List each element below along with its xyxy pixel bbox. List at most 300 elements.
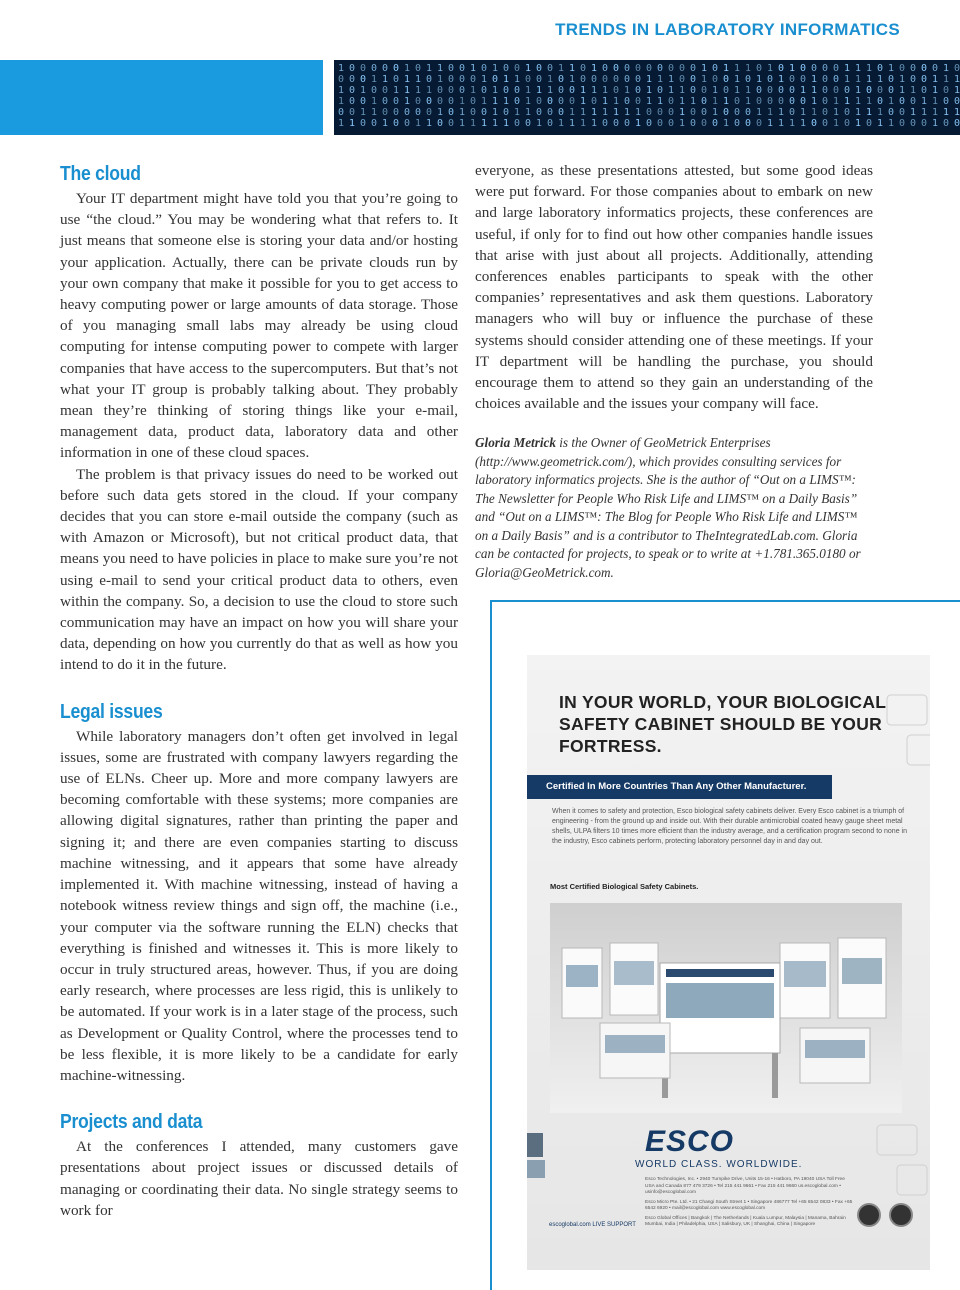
- binary-digit: 1: [811, 107, 818, 118]
- binary-digit: 0: [624, 74, 631, 85]
- binary-digit: 0: [635, 63, 642, 74]
- binary-digit: 1: [580, 107, 587, 118]
- global-offices: Esco Global Offices | Bangkok | The Netherlands | Kuala Lumpur, Malaysia | Manama, Bahrain Mumbai, India | Philadelphia, USA | Salisbury, UK | Shanghai, China | Singapore: [645, 1215, 846, 1227]
- paragraph-continued: everyone, as these presentations attested, but some good ideas were put forward. For those companies about to embark on new and large laboratory informatics projects, these conferences are useful, if only for to find out how other companies handle issues that arise with just about all projects. Additionally, attending conferences enables participants to speak with the other companies’ representatives and ask them questions. Laboratory managers who will buy or influence the purchase of these systems should consider attending one of these meetings. If your IT department will be handling the purchase, you should encourage them to attend so they gain an understanding of the choices available and the issues your company will face.: [475, 162, 873, 413]
- binary-digit: 1: [767, 107, 774, 118]
- binary-digit: 1: [338, 63, 345, 74]
- binary-digit: 1: [536, 118, 543, 129]
- binary-digit: 0: [492, 74, 499, 85]
- binary-digit: 1: [866, 96, 873, 107]
- binary-digit: 0: [844, 118, 851, 129]
- binary-digit: 0: [668, 107, 675, 118]
- binary-digit: 0: [624, 96, 631, 107]
- binary-digit: 1: [679, 107, 686, 118]
- binary-digit: 1: [635, 118, 642, 129]
- binary-digit: 0: [701, 96, 708, 107]
- binary-digit: 0: [943, 118, 950, 129]
- binary-digit: 0: [360, 118, 367, 129]
- binary-digit: 0: [569, 96, 576, 107]
- binary-digit: 0: [602, 63, 609, 74]
- binary-digit: 0: [470, 107, 477, 118]
- binary-digit: 0: [547, 96, 554, 107]
- binary-digit: 0: [646, 118, 653, 129]
- binary-digit: 0: [613, 63, 620, 74]
- binary-digit: 1: [591, 63, 598, 74]
- binary-digit: 0: [481, 107, 488, 118]
- binary-code-banner: [334, 60, 960, 135]
- binary-digit: 1: [657, 74, 664, 85]
- binary-digit: 1: [492, 96, 499, 107]
- binary-digit: 0: [349, 107, 356, 118]
- binary-digit: 0: [448, 74, 455, 85]
- binary-digit: 1: [877, 74, 884, 85]
- binary-digit: 0: [426, 74, 433, 85]
- binary-digit: 0: [371, 85, 378, 96]
- binary-digit: 0: [789, 107, 796, 118]
- binary-digit: 1: [646, 96, 653, 107]
- binary-digit: 1: [536, 85, 543, 96]
- binary-digit: 1: [800, 85, 807, 96]
- binary-digit: 0: [415, 63, 422, 74]
- binary-digit: 0: [822, 96, 829, 107]
- binary-digit: 1: [910, 85, 917, 96]
- binary-digit: 1: [756, 74, 763, 85]
- binary-digit: 0: [437, 85, 444, 96]
- binary-digit: 0: [613, 118, 620, 129]
- binary-digit: 0: [756, 96, 763, 107]
- binary-digit: 1: [503, 96, 510, 107]
- binary-digit: 0: [822, 118, 829, 129]
- binary-digit: 0: [679, 63, 686, 74]
- binary-digit: 1: [481, 118, 488, 129]
- binary-digit: 0: [558, 107, 565, 118]
- binary-digit: 1: [921, 107, 928, 118]
- binary-digit: 0: [745, 118, 752, 129]
- binary-digit: 1: [426, 85, 433, 96]
- binary-digit: 0: [954, 118, 960, 129]
- binary-digit: 1: [855, 74, 862, 85]
- binary-digit: 1: [404, 96, 411, 107]
- binary-digit: 0: [668, 118, 675, 129]
- binary-digit: 1: [712, 107, 719, 118]
- binary-digit: 0: [393, 118, 400, 129]
- binary-digit: 0: [657, 107, 664, 118]
- binary-digit: 1: [646, 85, 653, 96]
- address-sg: Esco Micro Pte. Ltd. • 21 Changi South Street 1 • Singapore 486777 Tel +65 6542 0833 • Fax +65 6542 6920 • mail@escoglobal.com www.escoglobal.com: [645, 1199, 853, 1211]
- binary-digit: 0: [844, 107, 851, 118]
- right-column: [475, 160, 873, 582]
- binary-digit: 0: [349, 96, 356, 107]
- binary-digit: 1: [657, 96, 664, 107]
- binary-digit: 0: [646, 107, 653, 118]
- binary-digit: 0: [767, 85, 774, 96]
- binary-digit: 1: [415, 74, 422, 85]
- binary-digit: 0: [712, 74, 719, 85]
- binary-digit: 0: [789, 74, 796, 85]
- binary-digit: 0: [547, 63, 554, 74]
- binary-digit: 0: [701, 107, 708, 118]
- address-us: Esco Technologies, Inc. • 2940 Turnpike Drive, Units 15-16 • Hatboro, PA 19040 USA Toll Free USA and Canada 877 479 3726 • Tel 215 441 9661 • Fax 215 441 9660 us.escoglobal.com • usinfo@escoglobal.com: [645, 1177, 845, 1195]
- binary-digit: 0: [888, 85, 895, 96]
- binary-digit: 0: [899, 63, 906, 74]
- binary-digit: 1: [668, 74, 675, 85]
- binary-digit: 0: [635, 74, 642, 85]
- certification-seal-icon: [857, 1203, 881, 1227]
- binary-digit: 0: [734, 96, 741, 107]
- binary-digit: 1: [701, 74, 708, 85]
- binary-digit: 1: [844, 96, 851, 107]
- binary-digit: 0: [646, 63, 653, 74]
- binary-digit: 0: [877, 63, 884, 74]
- binary-digit: 0: [690, 85, 697, 96]
- binary-digit: 0: [437, 96, 444, 107]
- header-color-band: [0, 60, 323, 135]
- ad-body-text: When it comes to safety and protection, Esco biological safety cabinets deliver. Every Esco cabinet is a triumph of engineering - from the ground up and inside out. With their durable antimicrobial coated heavy gauge sheet metal shells, ULPA filters 10 times more efficient than the industry average, and a certification program second to none in the industry, Esco cabinets perform, protecting laboratory personnel day in and day out.: [552, 808, 907, 845]
- binary-digit: 0: [393, 96, 400, 107]
- binary-digit: 1: [437, 63, 444, 74]
- binary-digit: 0: [690, 74, 697, 85]
- binary-digit: 0: [371, 118, 378, 129]
- binary-digit: 1: [921, 96, 928, 107]
- author-bio: [475, 434, 873, 582]
- binary-digit: 1: [844, 74, 851, 85]
- binary-digit: 1: [492, 118, 499, 129]
- binary-digit: 0: [943, 96, 950, 107]
- binary-digit: 1: [690, 96, 697, 107]
- binary-digit: 1: [767, 63, 774, 74]
- binary-digit: 0: [613, 85, 620, 96]
- binary-digit: 1: [569, 107, 576, 118]
- binary-digit: 0: [734, 107, 741, 118]
- binary-digit: 0: [349, 74, 356, 85]
- binary-digit: 1: [470, 118, 477, 129]
- binary-digit: 1: [602, 107, 609, 118]
- binary-digit: 1: [866, 107, 873, 118]
- binary-digit: 0: [558, 85, 565, 96]
- binary-digit: 1: [558, 63, 565, 74]
- binary-digit: 1: [624, 85, 631, 96]
- binary-digit: 0: [679, 74, 686, 85]
- binary-digit: 1: [404, 63, 411, 74]
- binary-digit: 0: [888, 74, 895, 85]
- binary-digit: 1: [360, 107, 367, 118]
- binary-digit: 0: [800, 63, 807, 74]
- binary-digit: 1: [899, 85, 906, 96]
- binary-digit: 0: [723, 107, 730, 118]
- binary-digit: 0: [833, 74, 840, 85]
- binary-digit: 0: [393, 63, 400, 74]
- binary-digit: 1: [569, 74, 576, 85]
- binary-digit: 0: [921, 74, 928, 85]
- binary-digit: 0: [833, 85, 840, 96]
- binary-digit: 1: [833, 107, 840, 118]
- paragraph: At the conferences I attended, many customers gave presentations about project issues or discussed details of managing or coordinating their data. No single strategy seems to work for: [60, 1138, 458, 1219]
- binary-digit: 1: [932, 96, 939, 107]
- binary-digit: 0: [767, 74, 774, 85]
- binary-digit: 1: [459, 107, 466, 118]
- binary-digit: 0: [580, 63, 587, 74]
- binary-digit: 0: [503, 85, 510, 96]
- binary-digit: 0: [580, 74, 587, 85]
- binary-digit: 0: [910, 74, 917, 85]
- section-heading-cloud: The cloud: [60, 163, 141, 185]
- binary-digit: 1: [514, 107, 521, 118]
- certification-badges: [857, 1203, 921, 1232]
- binary-digit: 1: [558, 118, 565, 129]
- binary-digit: 0: [635, 85, 642, 96]
- binary-digit: 0: [514, 85, 521, 96]
- binary-digit: 0: [382, 96, 389, 107]
- binary-digit: 0: [591, 96, 598, 107]
- binary-digit: 0: [789, 96, 796, 107]
- binary-digit: 1: [338, 96, 345, 107]
- certification-seal-icon: [889, 1203, 913, 1227]
- binary-digit: 1: [470, 85, 477, 96]
- binary-digit: 0: [866, 85, 873, 96]
- binary-digit: 0: [503, 63, 510, 74]
- binary-digit: 1: [569, 118, 576, 129]
- binary-digit: 1: [910, 107, 917, 118]
- binary-digit: 1: [437, 74, 444, 85]
- binary-digit: 0: [767, 96, 774, 107]
- binary-digit: 0: [448, 118, 455, 129]
- binary-digit: 0: [866, 118, 873, 129]
- binary-digit: 0: [701, 118, 708, 129]
- binary-digit: 0: [514, 96, 521, 107]
- binary-digit: 1: [701, 63, 708, 74]
- binary-digit: 0: [481, 63, 488, 74]
- binary-digit: 1: [954, 74, 960, 85]
- binary-digit: 0: [426, 96, 433, 107]
- binary-digit: 1: [580, 118, 587, 129]
- binary-digit: 0: [954, 96, 960, 107]
- binary-digit: 0: [448, 96, 455, 107]
- binary-digit: 0: [349, 85, 356, 96]
- binary-digit: 1: [492, 85, 499, 96]
- binary-digit: 1: [712, 96, 719, 107]
- binary-digit: 0: [899, 107, 906, 118]
- binary-digit: 1: [844, 63, 851, 74]
- binary-digit: 0: [811, 63, 818, 74]
- binary-digit: 1: [569, 63, 576, 74]
- binary-digit: 1: [437, 107, 444, 118]
- binary-digit: 1: [756, 107, 763, 118]
- binary-digit: 0: [459, 85, 466, 96]
- binary-digit: 1: [514, 74, 521, 85]
- binary-digit: 1: [371, 107, 378, 118]
- binary-digit: 0: [459, 74, 466, 85]
- binary-digit: 0: [360, 63, 367, 74]
- binary-digit: 0: [734, 118, 741, 129]
- paragraph: While laboratory managers don’t often get involved in legal issues, some are frustrated with company lawyers regarding the use of ELNs. Cheer up. More and more company lawyers are becoming comfortable with these systems; more companies are allowing digital signatures, rather than printing the paper and signing it; and there are even companies starting to discuss machine witnessing, and it appears that some have already implemented it. With machine witnessing, instead of having a notebook witness review things and sign off, the machine (i.e., your computer via the software running the ELN) checks that everything is finished and witnesses it. This is more likely to occur in truly structured areas, however. Thus, if you are doing early research, where processes are less rigid, this is unlikely to be automated. If your work is in a later stage of the process, such as Development or Quality Control, where the processes tend to be less flexible, it is more likely to be a candidate for early machine-witnessing.: [60, 727, 458, 1084]
- binary-digit: 0: [943, 85, 950, 96]
- binary-digit: 1: [404, 74, 411, 85]
- binary-digit: 1: [723, 63, 730, 74]
- binary-digit: 0: [690, 107, 697, 118]
- binary-digit: 0: [668, 96, 675, 107]
- binary-digit: 1: [800, 118, 807, 129]
- binary-digit: 0: [635, 96, 642, 107]
- binary-digit: 1: [525, 107, 532, 118]
- binary-digit: 1: [503, 118, 510, 129]
- binary-digit: 0: [954, 63, 960, 74]
- binary-digit: 1: [789, 118, 796, 129]
- binary-digit: 1: [580, 85, 587, 96]
- binary-digit: 0: [624, 118, 631, 129]
- esco-logo: ESCO: [645, 1125, 735, 1158]
- paragraph: The problem is that privacy issues do need to be worked out before such data gets stored in the cloud. If your company decides that you can store e-mail outside the company (such as with Amazon or Microsoft), but not critical product data, that means you need to have policies in place to make sure you’re not using e-mail to send your critical product data to others, even within the company. So, a decision to use the cloud to store such communication may have an impact on how you will share your data, depending on how you currently do that as well as how you intend to do it in the future.: [60, 465, 458, 674]
- binary-digit: 0: [382, 107, 389, 118]
- author-bio-text: is the Owner of GeoMetrick Enterprises (http://www.geometrick.com/), which provides consulting services for laboratory informatics projects. She is the author of “Out on a LIMS™: The Newsletter for People Who Risk Life and LIMS™ on a Daily Basis” and “Out on a LIMS™: The Blog for People Who Risk Life and LIMS™ on a Daily Basis” and is a contributor to TheIntegratedLab.com. Gloria can be contacted for projects, to speak or to write at +1.781.365.0180 or Gloria@GeoMetrick.com.: [475, 435, 861, 580]
- binary-digit: 0: [459, 63, 466, 74]
- binary-digit: 0: [822, 107, 829, 118]
- binary-digit: 0: [701, 85, 708, 96]
- binary-digit: 1: [602, 96, 609, 107]
- binary-digit: 1: [492, 107, 499, 118]
- binary-digit: 1: [404, 85, 411, 96]
- binary-digit: 0: [899, 118, 906, 129]
- binary-digit: 1: [613, 107, 620, 118]
- binary-digit: 0: [712, 63, 719, 74]
- binary-digit: 0: [558, 74, 565, 85]
- binary-digit: 0: [910, 118, 917, 129]
- binary-digit: 1: [734, 74, 741, 85]
- binary-digit: 0: [745, 107, 752, 118]
- binary-digit: 1: [525, 63, 532, 74]
- binary-digit: 1: [547, 74, 554, 85]
- binary-digit: 0: [602, 74, 609, 85]
- binary-digit: 0: [415, 96, 422, 107]
- binary-digit: 1: [745, 63, 752, 74]
- binary-digit: 1: [646, 74, 653, 85]
- binary-digit: 1: [679, 118, 686, 129]
- binary-digit: 1: [415, 85, 422, 96]
- binary-digit: 0: [844, 85, 851, 96]
- binary-digit: 0: [921, 85, 928, 96]
- binary-digit: 1: [877, 118, 884, 129]
- binary-digit: 1: [481, 96, 488, 107]
- binary-digit: 1: [734, 85, 741, 96]
- binary-digit: 1: [591, 85, 598, 96]
- binary-digit: 0: [536, 63, 543, 74]
- binary-digit: 1: [866, 74, 873, 85]
- binary-digit: 0: [921, 118, 928, 129]
- binary-digit: 1: [723, 118, 730, 129]
- ad-headline: IN YOUR WORLD, YOUR BIOLOGICAL SAFETY CABINET SHOULD BE YOUR FORTRESS.: [559, 692, 886, 756]
- binary-digit: 0: [349, 63, 356, 74]
- binary-digit: 1: [547, 85, 554, 96]
- binary-digit: 0: [371, 63, 378, 74]
- binary-digit: 0: [470, 74, 477, 85]
- binary-digit: 1: [800, 107, 807, 118]
- binary-digit: 0: [877, 96, 884, 107]
- binary-digit: 1: [591, 118, 598, 129]
- binary-digit: 0: [932, 63, 939, 74]
- binary-digit: 0: [657, 118, 664, 129]
- binary-digit: 1: [789, 63, 796, 74]
- binary-digit: 1: [338, 118, 345, 129]
- binary-digit: 1: [943, 107, 950, 118]
- binary-digit: 0: [624, 63, 631, 74]
- binary-digit: 0: [756, 63, 763, 74]
- binary-digit: 0: [481, 85, 488, 96]
- binary-digit: 0: [382, 63, 389, 74]
- binary-digit: 1: [481, 74, 488, 85]
- binary-digit: 1: [833, 118, 840, 129]
- binary-digit: 0: [525, 118, 532, 129]
- binary-digit: 1: [712, 85, 719, 96]
- binary-digit: 0: [338, 107, 345, 118]
- binary-digit: 0: [393, 107, 400, 118]
- binary-digit: 1: [371, 96, 378, 107]
- binary-digit: 0: [921, 63, 928, 74]
- binary-digit: 0: [536, 74, 543, 85]
- section-heading-projects: Projects and data: [60, 1111, 203, 1134]
- binary-digit: 1: [679, 96, 686, 107]
- binary-digit: 0: [558, 96, 565, 107]
- binary-digit: 1: [811, 85, 818, 96]
- live-support-link[interactable]: escoglobal.com LIVE SUPPORT: [549, 1222, 636, 1228]
- binary-digit: 1: [503, 74, 510, 85]
- binary-digit: 1: [679, 85, 686, 96]
- ad-banner: Certified In More Countries Than Any Other Manufacturer.: [527, 775, 832, 799]
- binary-digit: 0: [800, 96, 807, 107]
- binary-digit: 0: [789, 85, 796, 96]
- binary-digit: 1: [459, 96, 466, 107]
- binary-digit: 1: [426, 63, 433, 74]
- binary-digit: 1: [723, 96, 730, 107]
- binary-digit: 1: [613, 96, 620, 107]
- binary-digit: 1: [745, 85, 752, 96]
- binary-digit: 0: [657, 85, 664, 96]
- author-name: Gloria Metrick: [475, 435, 556, 451]
- binary-digit: 1: [624, 107, 631, 118]
- binary-digit: 1: [492, 63, 499, 74]
- binary-digit: 1: [602, 85, 609, 96]
- binary-digit: 1: [778, 118, 785, 129]
- binary-digit: 0: [712, 118, 719, 129]
- binary-digit: 0: [448, 63, 455, 74]
- binary-digit: 0: [382, 85, 389, 96]
- binary-digit: 0: [448, 107, 455, 118]
- binary-digit: 0: [756, 118, 763, 129]
- binary-digit: 0: [877, 85, 884, 96]
- binary-digit: 1: [525, 85, 532, 96]
- binary-digit: 1: [470, 63, 477, 74]
- binary-digit: 0: [822, 74, 829, 85]
- binary-digit: 1: [855, 118, 862, 129]
- ad-subhead: Most Certified Biological Safety Cabinets.: [550, 882, 699, 891]
- binary-digit: 1: [943, 63, 950, 74]
- binary-digit: 1: [778, 107, 785, 118]
- binary-digit: 0: [415, 107, 422, 118]
- binary-digit: 0: [910, 96, 917, 107]
- binary-digit: 1: [580, 96, 587, 107]
- binary-digit: 1: [426, 118, 433, 129]
- binary-digit: 0: [690, 118, 697, 129]
- binary-digit: 1: [371, 74, 378, 85]
- binary-digit: 0: [360, 96, 367, 107]
- binary-digit: 1: [734, 63, 741, 74]
- binary-digit: 0: [811, 118, 818, 129]
- binary-digit: 0: [448, 85, 455, 96]
- esco-advertisement[interactable]: [527, 655, 930, 1270]
- safety-cabinets-photo: [550, 903, 902, 1113]
- binary-digit: 0: [723, 85, 730, 96]
- binary-digit: 1: [745, 96, 752, 107]
- binary-digit: 1: [382, 74, 389, 85]
- binary-digit: 0: [778, 96, 785, 107]
